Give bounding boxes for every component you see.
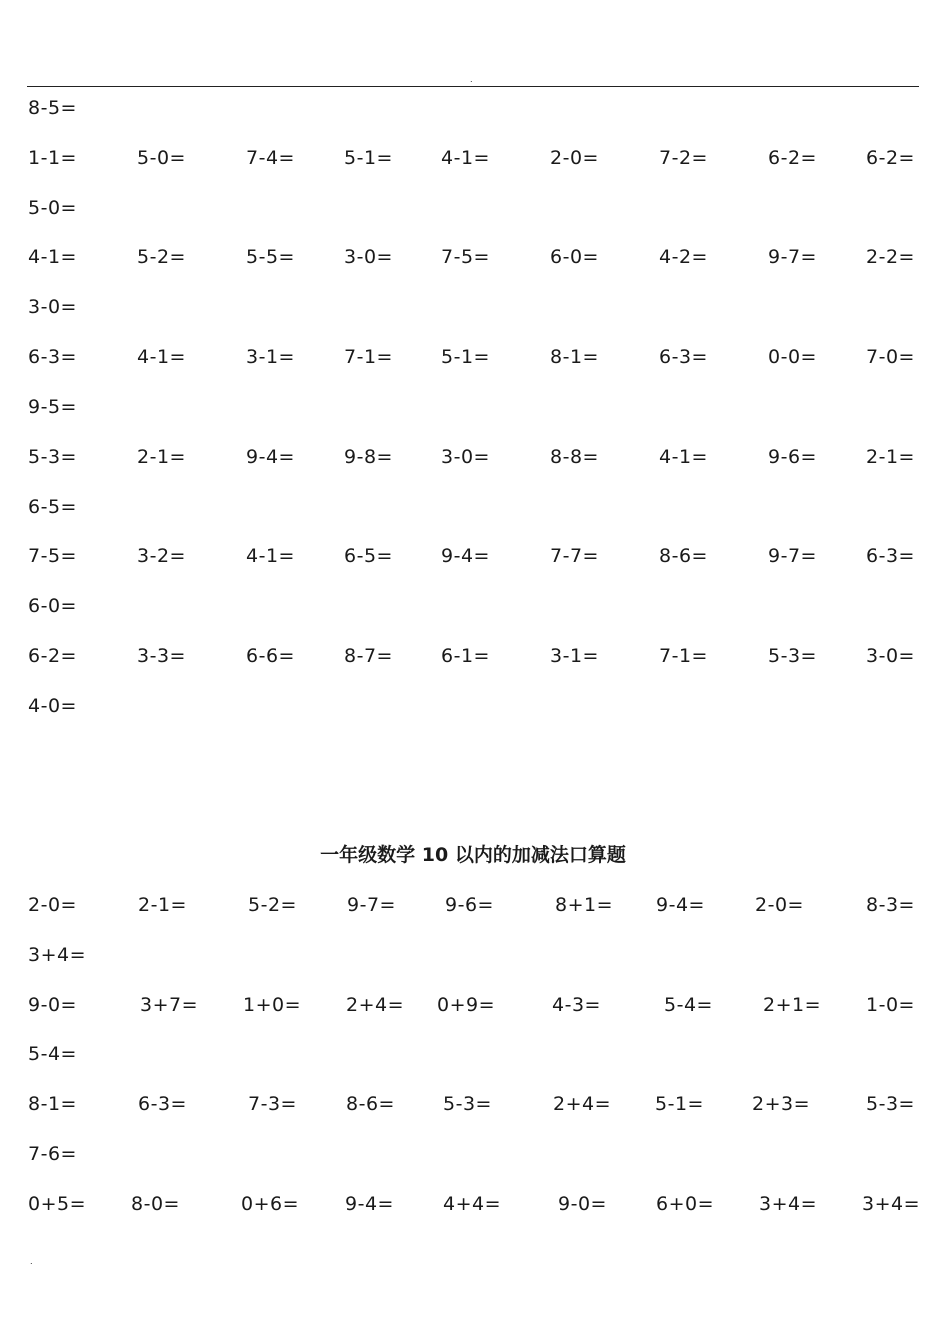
math-problem: 9-6= [768, 446, 817, 468]
math-problem: 5-2= [248, 894, 297, 916]
math-problem: 7-2= [659, 147, 708, 169]
math-problem: 3-0= [344, 246, 393, 268]
math-problem: 2-2= [866, 246, 915, 268]
math-problem: 3-3= [137, 645, 186, 667]
math-problem: 8-6= [659, 545, 708, 567]
math-problem: 6-3= [866, 545, 915, 567]
math-problem: 8-0= [131, 1193, 180, 1215]
math-problem: 3-1= [246, 346, 295, 368]
problem-row [0, 890, 950, 920]
math-problem: 9-0= [558, 1193, 607, 1215]
math-problem: 9-4= [345, 1193, 394, 1215]
math-problem: 8-3= [866, 894, 915, 916]
math-problem: 8-1= [28, 1093, 77, 1115]
problem-row [0, 591, 950, 621]
math-problem: 6-2= [866, 147, 915, 169]
problem-row [0, 1189, 950, 1219]
math-problem: 4-1= [246, 545, 295, 567]
math-problem: 9-7= [768, 545, 817, 567]
math-problem: 1+0= [243, 994, 302, 1016]
math-problem: 9-5= [28, 396, 77, 418]
math-problem: 6-3= [28, 346, 77, 368]
math-problem: 7-0= [866, 346, 915, 368]
math-problem: 9-6= [445, 894, 494, 916]
math-problem: 3-0= [866, 645, 915, 667]
math-problem: 8-7= [344, 645, 393, 667]
math-problem: 2+4= [346, 994, 405, 1016]
math-problem: 5-0= [137, 147, 186, 169]
math-problem: 6-5= [344, 545, 393, 567]
math-problem: 5-1= [441, 346, 490, 368]
problem-row [0, 143, 950, 173]
math-problem: 8-5= [28, 97, 77, 119]
math-problem: 0-0= [768, 346, 817, 368]
problem-row [0, 342, 950, 372]
math-problem: 4-1= [659, 446, 708, 468]
header-rule [27, 86, 919, 87]
problem-row [0, 242, 950, 272]
math-problem: 6-2= [768, 147, 817, 169]
math-problem: 3-2= [137, 545, 186, 567]
footer-dot: . [30, 1257, 33, 1266]
math-problem: 7-5= [28, 545, 77, 567]
problem-row [0, 442, 950, 472]
math-problem: 6-1= [441, 645, 490, 667]
math-problem: 6-0= [28, 595, 77, 617]
math-problem: 5-4= [664, 994, 713, 1016]
math-problem: 6-3= [659, 346, 708, 368]
problem-row [0, 392, 950, 422]
math-problem: 2+3= [752, 1093, 811, 1115]
worksheet-title: 一年级数学 10 以内的加减法口算题 [320, 844, 626, 866]
math-problem: 2-1= [138, 894, 187, 916]
problem-row [0, 193, 950, 223]
math-problem: 5-3= [443, 1093, 492, 1115]
problem-row [0, 1089, 950, 1119]
math-problem: 5-3= [866, 1093, 915, 1115]
math-problem: 9-4= [656, 894, 705, 916]
math-problem: 2+1= [763, 994, 822, 1016]
math-problem: 2-1= [866, 446, 915, 468]
math-problem: 4-1= [441, 147, 490, 169]
math-problem: 7-4= [246, 147, 295, 169]
math-problem: 4-0= [28, 695, 77, 717]
math-problem: 5-0= [28, 197, 77, 219]
math-problem: 9-0= [28, 994, 77, 1016]
math-problem: 5-4= [28, 1043, 77, 1065]
math-problem: 9-8= [344, 446, 393, 468]
math-problem: 4-1= [137, 346, 186, 368]
problem-row [0, 541, 950, 571]
math-problem: 2-0= [550, 147, 599, 169]
problem-row [0, 93, 950, 123]
math-problem: 5-1= [344, 147, 393, 169]
math-problem: 3+4= [759, 1193, 818, 1215]
math-problem: 3-1= [550, 645, 599, 667]
math-problem: 1-0= [866, 994, 915, 1016]
math-problem: 4+4= [443, 1193, 502, 1215]
math-problem: 7-1= [659, 645, 708, 667]
math-problem: 9-4= [441, 545, 490, 567]
math-problem: 8-8= [550, 446, 599, 468]
problem-row [0, 1039, 950, 1069]
math-problem: 5-3= [28, 446, 77, 468]
math-problem: 5-3= [768, 645, 817, 667]
math-problem: 0+9= [437, 994, 496, 1016]
math-problem: 2-0= [755, 894, 804, 916]
math-problem: 2-0= [28, 894, 77, 916]
math-problem: 6-3= [138, 1093, 187, 1115]
math-problem: 6-0= [550, 246, 599, 268]
math-problem: 6-6= [246, 645, 295, 667]
math-problem: 9-4= [246, 446, 295, 468]
math-problem: 7-6= [28, 1143, 77, 1165]
problem-row [0, 641, 950, 671]
header-dot: . [470, 75, 473, 84]
math-problem: 0+6= [241, 1193, 300, 1215]
math-problem: 7-7= [550, 545, 599, 567]
math-problem: 8-1= [550, 346, 599, 368]
problem-row [0, 1139, 950, 1169]
math-problem: 4-1= [28, 246, 77, 268]
math-problem: 9-7= [347, 894, 396, 916]
problem-row [0, 940, 950, 970]
math-problem: 4-3= [552, 994, 601, 1016]
math-problem: 9-7= [768, 246, 817, 268]
problem-row [0, 492, 950, 522]
math-problem: 7-5= [441, 246, 490, 268]
math-problem: 6-2= [28, 645, 77, 667]
math-problem: 3+4= [28, 944, 87, 966]
math-problem: 4-2= [659, 246, 708, 268]
math-problem: 3+4= [862, 1193, 921, 1215]
math-problem: 3-0= [28, 296, 77, 318]
problem-row [0, 691, 950, 721]
math-problem: 5-5= [246, 246, 295, 268]
math-problem: 5-1= [655, 1093, 704, 1115]
math-problem: 2+4= [553, 1093, 612, 1115]
math-problem: 7-3= [248, 1093, 297, 1115]
problem-row [0, 990, 950, 1020]
math-problem: 6-5= [28, 496, 77, 518]
math-problem: 1-1= [28, 147, 77, 169]
math-problem: 8+1= [555, 894, 614, 916]
problem-row [0, 292, 950, 322]
math-problem: 3+7= [140, 994, 199, 1016]
math-problem: 8-6= [346, 1093, 395, 1115]
math-problem: 7-1= [344, 346, 393, 368]
math-problem: 5-2= [137, 246, 186, 268]
math-problem: 6+0= [656, 1193, 715, 1215]
math-problem: 3-0= [441, 446, 490, 468]
math-problem: 0+5= [28, 1193, 87, 1215]
math-problem: 2-1= [137, 446, 186, 468]
